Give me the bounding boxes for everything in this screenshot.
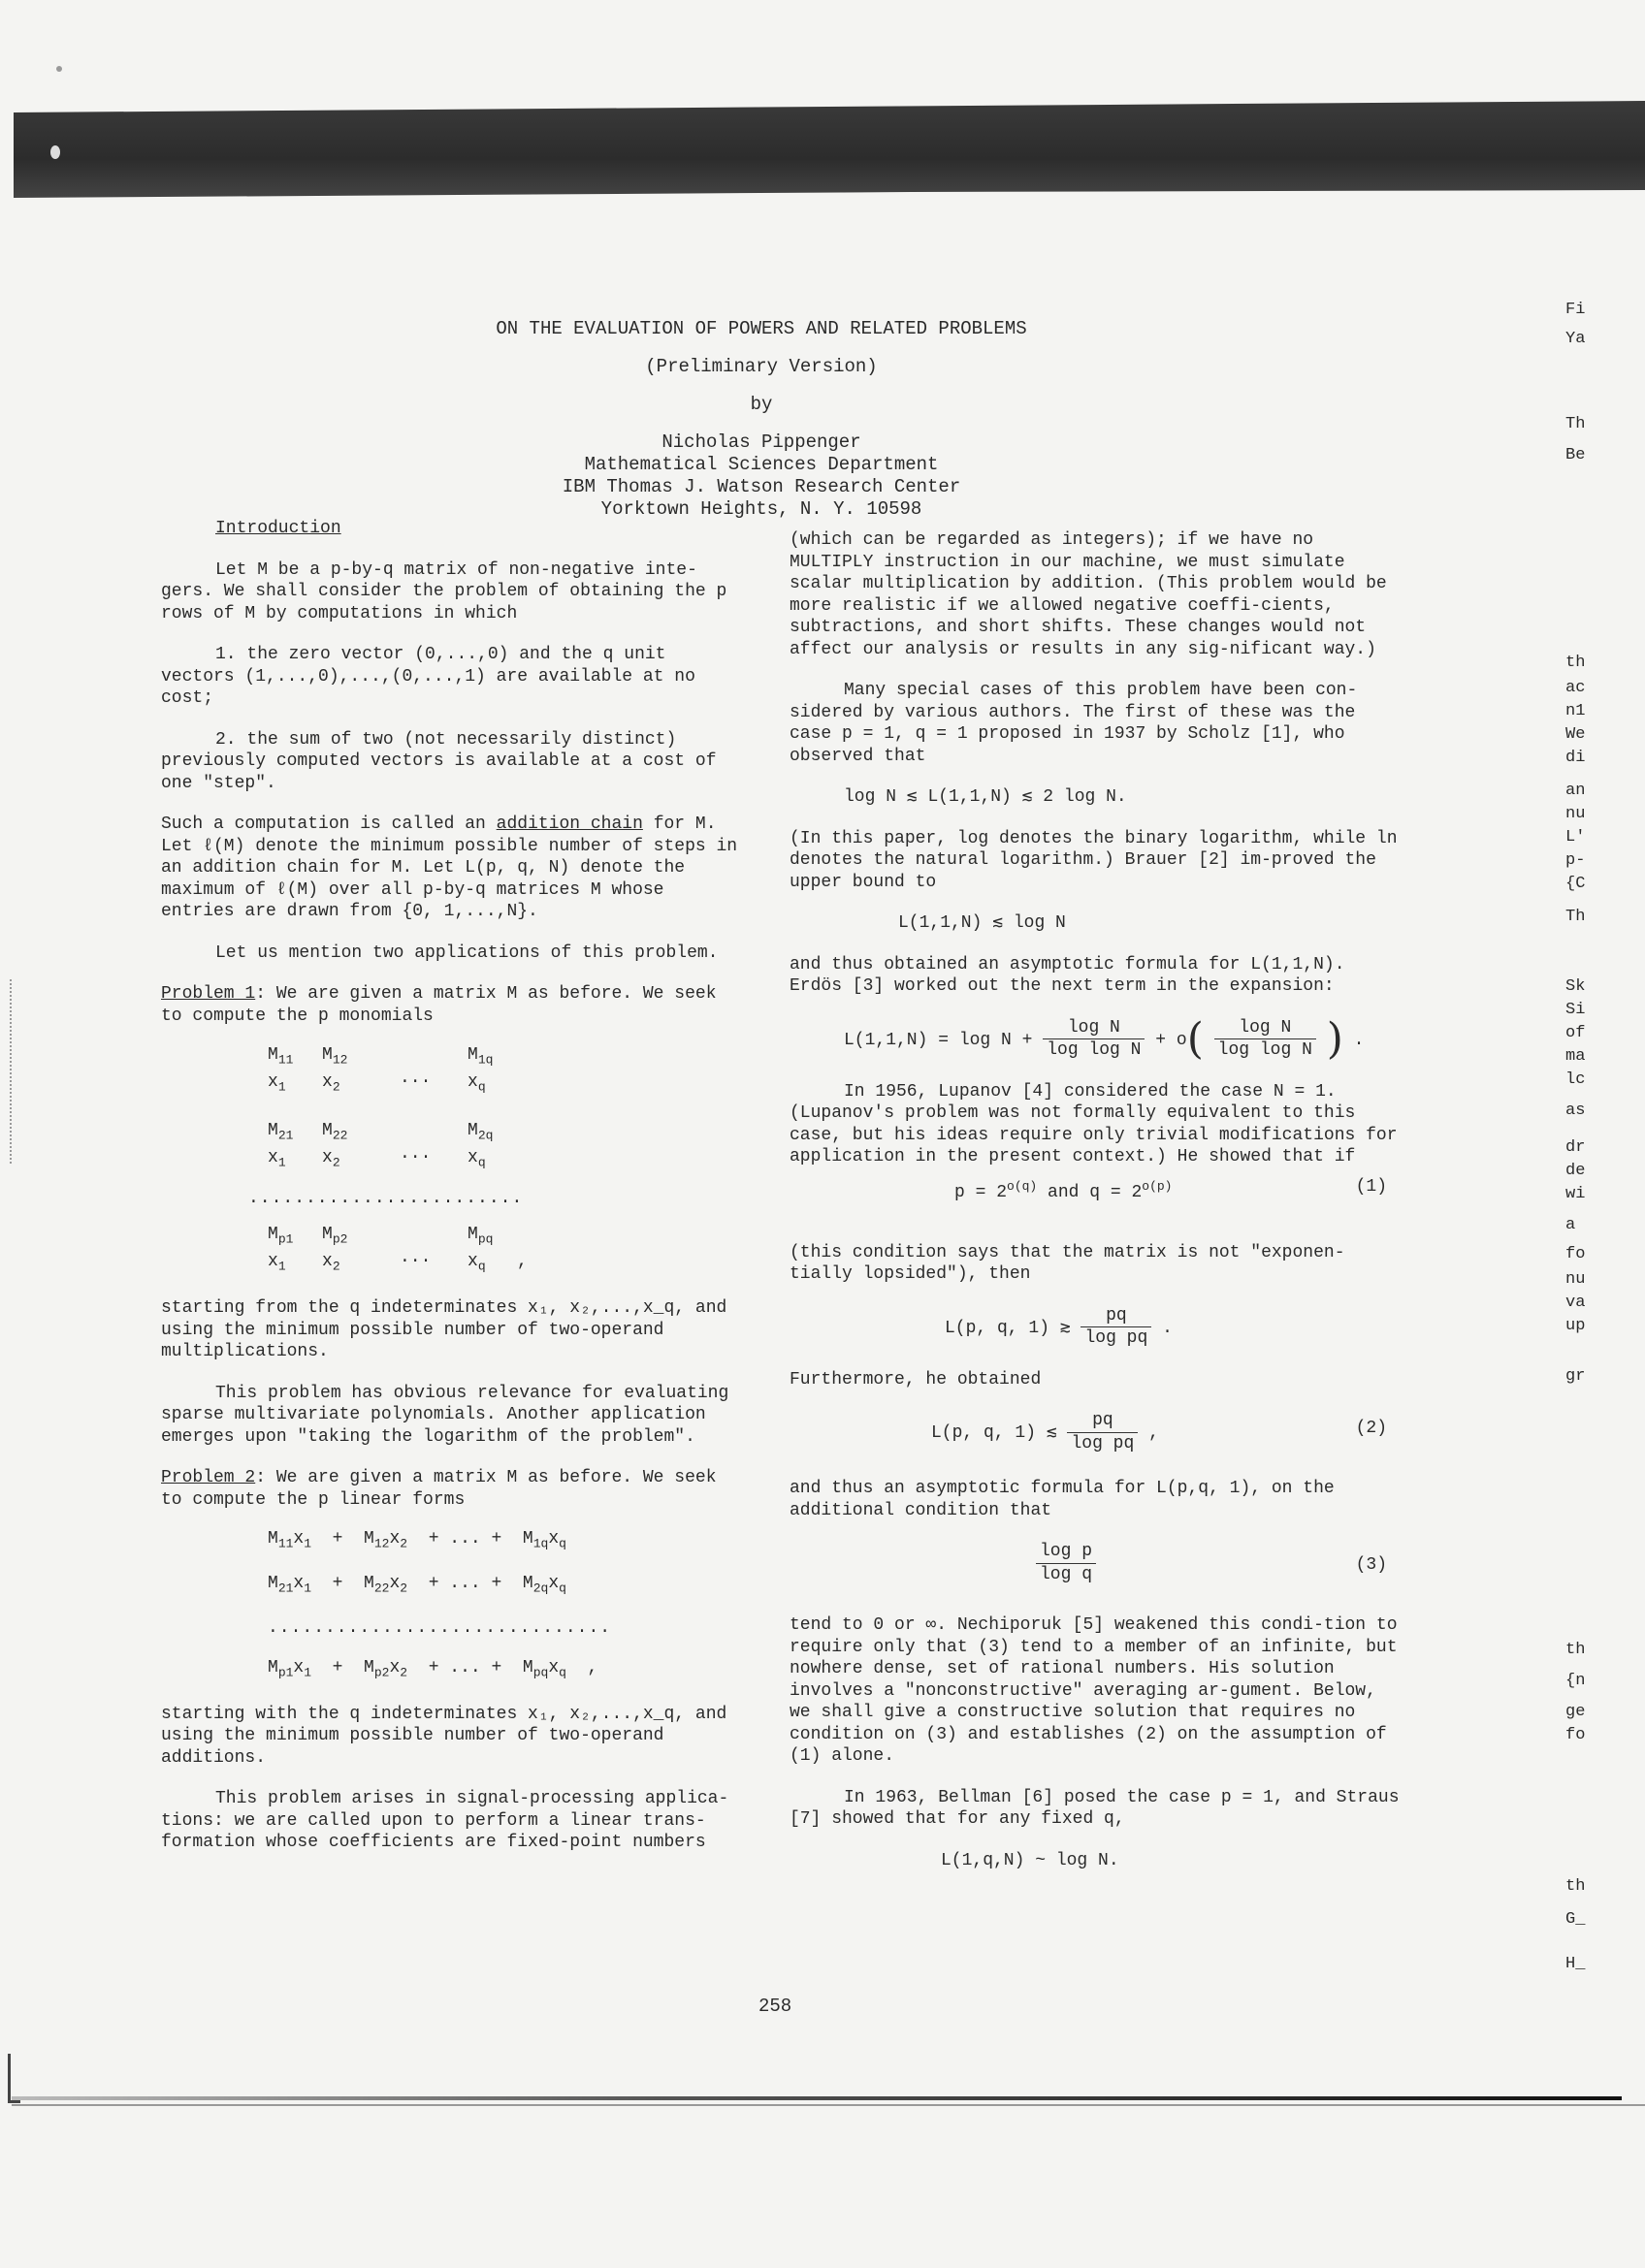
problem-2-label: Problem 2 <box>161 1468 256 1488</box>
brauer-bound: L(1,1,N) ≲ log N <box>898 913 1066 933</box>
right-column <box>790 529 1401 1871</box>
margin-fragment: th <box>1565 1641 1586 1659</box>
linear-ellipsis: .............................. <box>268 1618 612 1639</box>
margin-fragment: p- <box>1565 851 1586 870</box>
margin-fragment: th <box>1565 654 1586 672</box>
monomial-ellipsis: ........................ <box>248 1189 524 1209</box>
lupanov-paragraph: In 1956, Lupanov [4] considered the case N = 1. (Lupanov's problem was not formally equivalent to this case, but his ideas require only trivial modifications for application in the present context.) He showed that if <box>790 1081 1398 1166</box>
problem-2-statement: Problem 2: We are given a matrix M as before. We seek to compute the p linear forms <box>161 1468 717 1510</box>
margin-fragment: a <box>1565 1216 1576 1234</box>
scan-speck <box>56 66 62 72</box>
margin-fragment: fo <box>1565 1245 1586 1263</box>
margin-fragment: as <box>1565 1102 1586 1120</box>
margin-fragment: Th <box>1565 415 1586 433</box>
addition-chain-definition: Such a computation is called an addition chain for M. Let ℓ(M) denote the minimum possible number of steps in an addition chain for M. Let L(p, q, N) denote the maximum of ℓ(M) over all p-by-q matrices M whose entries are drawn from {0, 1,...,N}. <box>161 815 738 921</box>
author-org: IBM Thomas J. Watson Research Center <box>562 476 961 497</box>
problem-1-label: Problem 1 <box>161 984 256 1004</box>
margin-fragment: ma <box>1565 1047 1586 1066</box>
multiply-paragraph: (which can be regarded as integers); if we have no MULTIPLY instruction in our machine, we must simulate scalar multiplication by addition. (This problem would be more realistic if we allowed negative coeffi-cients, subtractions, and short shifts. These changes would not affect our analysis or results in any sig-nificant way.) <box>790 530 1387 659</box>
margin-fragment: wi <box>1565 1185 1586 1203</box>
margin-fragment: dr <box>1565 1138 1586 1157</box>
margin-fragment: nu <box>1565 805 1586 823</box>
margin-fragment: H_ <box>1565 1955 1586 1973</box>
margin-fragment: lc <box>1565 1070 1586 1089</box>
furthermore-line: Furthermore, he obtained <box>790 1369 1042 1390</box>
page-number: 258 <box>758 1996 792 2017</box>
problem-1-statement: Problem 1: We are given a matrix M as before. We seek to compute the p monomials <box>161 984 717 1026</box>
margin-fragment: gr <box>1565 1367 1586 1386</box>
list-item-1: 1. the zero vector (0,...,0) and the q unit vectors (1,...,0),...,(0,...,1) are available at no cost; <box>161 645 695 708</box>
equation-3: $\frac{\text{log p}}{\text{log q}}$ (3) <box>790 1541 1401 1595</box>
equation-2-number: (2) <box>1355 1419 1387 1438</box>
lopsided-paragraph: (this condition says that the matrix is not "exponen-tially lopsided"), then <box>790 1242 1345 1284</box>
paper-subtitle: (Preliminary Version) <box>645 356 878 377</box>
punch-mark <box>50 145 60 159</box>
erdos-paragraph: and thus obtained an asymptotic formula for L(1,1,N). Erdös [3] worked out the next term in the expansion: <box>790 954 1345 996</box>
margin-fragment: Ya <box>1565 330 1586 348</box>
equation-1: $p = 2^{o(q)}$ and $q = 2^{o(p)}$ (1) <box>954 1176 1387 1202</box>
asymptotic-condition-paragraph: and thus an asymptotic formula for L(p,q, 1), on the additional condition that <box>790 1479 1335 1520</box>
margin-fragment: G_ <box>1565 1910 1586 1929</box>
margin-fragment: an <box>1565 782 1586 800</box>
nechiporuk-paragraph: tend to 0 or ∞. Nechiporuk [5] weakened this condi-tion to require only that (3) tend to a member of an infinite, but nowhere dense, set of rational numbers. His solution involves a "nonconstructive" averaging ar-gument. Below, we shall give a constructive solution that requires no condition on (3) and establishes (2) on the assumption of (1) alone. <box>790 1615 1398 1766</box>
byline: by <box>750 394 773 415</box>
scan-edge-marks <box>10 979 35 1164</box>
scan-dark-band <box>14 101 1645 198</box>
margin-fragment: Sk <box>1565 977 1586 996</box>
lupanov-lower-bound: L(p, q, 1) ≳ $\frac{pq}{\text{log pq}}$ . <box>945 1305 1173 1348</box>
problem-2-continuation: starting with the q indeterminates x₁, x₂,...,x_q, and using the minimum possible number of two-operand additions. <box>161 1704 727 1768</box>
margin-fragment: fo <box>1565 1726 1586 1744</box>
linear-forms-display: $M_{11}x_1 + M_{12}x_2$ + ... + $M_{1q}x_q$ $M_{21}x_1 + M_{22}x_2$ + ... + $M_{2q}x_q$ .............................. $M_{p1}x_1 + M_{p2}x_2$ + ... + $M_{pq}x_q$ , <box>268 1528 743 1684</box>
intro-paragraph: Let M be a p-by-q matrix of non-negative inte-gers. We shall consider the problem of obtaining the p rows of M by computations in which <box>161 559 727 623</box>
author-dept: Mathematical Sciences Department <box>584 454 939 475</box>
margin-fragment: nu <box>1565 1270 1586 1289</box>
paper-title: ON THE EVALUATION OF POWERS AND RELATED PROBLEMS <box>496 318 1027 339</box>
scan-bottom-edge-line <box>12 2104 1645 2106</box>
intro-heading: Introduction <box>215 519 341 538</box>
margin-fragment: We <box>1565 725 1586 744</box>
erdos-formula: L(1,1,N) = log N + $\frac{\text{log N}}{\text{log log N}}$ + o( $\frac{\text{log N}}{\text{log log N}}$ ) . <box>844 1013 1365 1064</box>
margin-fragment: ge <box>1565 1703 1586 1721</box>
margin-fragment: th <box>1565 1877 1586 1896</box>
special-cases-paragraph: Many special cases of this problem have been con-sidered by various authors. The first of these was the case p = 1, q = 1 proposed in 1937 by Scholz [1], who observed that <box>790 681 1358 766</box>
margin-fragment: n1 <box>1565 702 1586 720</box>
equation-1-number: (1) <box>1355 1176 1387 1197</box>
margin-fragment: Be <box>1565 446 1586 464</box>
signal-processing-paragraph: This problem arises in signal-processing applica-tions: we are called upon to perform a linear trans-formation whose coefficients are fixed-point numbers <box>161 1789 729 1853</box>
problem-1-continuation: starting from the q indeterminates x₁, x₂,...,x_q, and using the minimum possible number of two-operand multiplications. <box>161 1298 727 1362</box>
margin-fragment: L' <box>1565 828 1586 847</box>
scholz-bound: log N ≲ L(1,1,N) ≲ 2 log N. <box>844 787 1127 807</box>
monomials-display: $M_{11}$ $M_{12}$ $M_{1q}$ $x_1$ $x_2$ ··· $x_q$ $M_{21}$ $M_{22}$ $M_{2q}$ $x_1$ $x_2$ ··· $x_q$ ........................ $M_{p1}$ $M_{p2}$ $M_{pq}$ $x_1$ $x_2$ ··· $x_q$ , <box>268 1044 743 1278</box>
margin-fragment: Si <box>1565 1001 1586 1019</box>
margin-fragment: di <box>1565 749 1586 767</box>
margin-fragment: {C <box>1565 875 1586 893</box>
equation-3-number: (3) <box>1355 1555 1387 1575</box>
log-definition-paragraph: (In this paper, log denotes the binary logarithm, while ln denotes the natural logarithm.) Brauer [2] im-proved the upper bound to <box>790 828 1398 892</box>
paper-header <box>291 318 1232 521</box>
margin-fragment: of <box>1565 1024 1586 1042</box>
margin-fragment: ac <box>1565 679 1586 697</box>
equation-2: L(p, q, 1) ≲ $\frac{pq}{\text{log pq}}$ , (2) <box>931 1411 1387 1453</box>
scan-bottom-edge <box>12 2096 1622 2100</box>
margin-fragment: up <box>1565 1317 1586 1335</box>
author-name: Nicholas Pippenger <box>661 431 861 453</box>
margin-fragment: de <box>1565 1162 1586 1180</box>
left-column <box>161 518 743 1854</box>
applications-intro: Let us mention two applications of this problem. <box>215 942 719 963</box>
straus-result: L(1,q,N) ~ log N. <box>941 1850 1119 1870</box>
margin-fragment: Fi <box>1565 301 1586 319</box>
margin-fragment: Th <box>1565 908 1586 926</box>
addition-chain-term: addition chain <box>496 815 643 834</box>
margin-fragment: va <box>1565 1294 1586 1312</box>
author-address: Yorktown Heights, N. Y. 10598 <box>600 498 922 520</box>
margin-fragment: {n <box>1565 1672 1586 1690</box>
polynomial-relevance: This problem has obvious relevance for evaluating sparse multivariate polynomials. Another application emerges upon "taking the logarithm of the problem". <box>161 1383 729 1447</box>
list-item-2: 2. the sum of two (not necessarily distinct) previously computed vectors is available at a cost of one "step". <box>161 729 717 793</box>
bellman-paragraph: In 1963, Bellman [6] posed the case p = 1, and Straus [7] showed that for any fixed q, <box>790 1787 1400 1829</box>
